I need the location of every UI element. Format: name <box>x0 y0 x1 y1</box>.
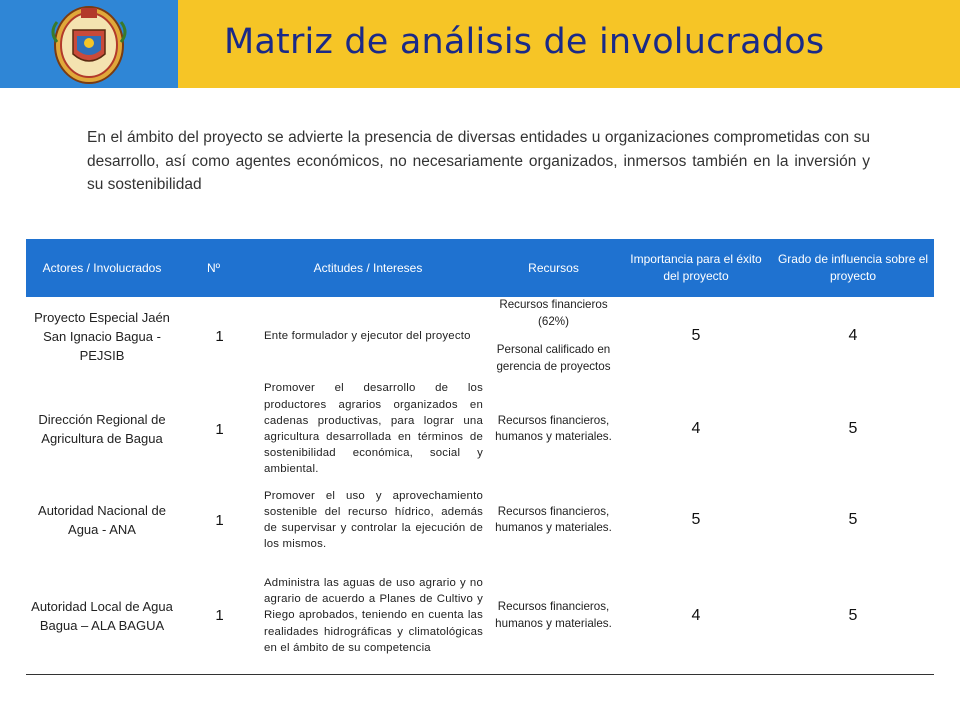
attitude-cell: Promover el uso y aprovechamiento sostenible del recurso hídrico, además de supervisar y controlar la ejecución de los mismos. <box>264 489 483 551</box>
resources-cell <box>487 297 620 375</box>
actor-cell: Proyecto Especial Jaén San Ignacio Bagua - PEJSIB <box>34 309 170 363</box>
importance-cell: 5 <box>691 327 701 344</box>
number-cell: 1 <box>215 511 224 529</box>
column-header-resources: Recursos <box>528 260 579 275</box>
importance-cell: 4 <box>691 606 701 624</box>
logo-panel <box>0 0 178 88</box>
importance-cell: 5 <box>691 511 701 528</box>
column-header-importance: Importancia para el éxito del proyecto <box>630 252 762 283</box>
influence-cell: 5 <box>848 511 858 528</box>
resources-cell: Recursos financieros, humanos y materiales. <box>495 600 612 630</box>
importance-cell: 4 <box>691 420 701 437</box>
influence-cell: 4 <box>848 327 858 344</box>
column-header-attitudes: Actitudes / Intereses <box>313 260 423 275</box>
university-crest-icon <box>43 2 135 86</box>
resources-line: Personal calificado en gerencia de proyectos <box>496 343 611 373</box>
actor-cell: Dirección Regional de Agricultura de Bagua <box>38 412 166 446</box>
actor-cell: Autoridad Nacional de Agua - ANA <box>38 503 166 537</box>
table-header-row <box>26 239 934 297</box>
table-row <box>26 483 934 557</box>
column-header-actors: Actores / Involucrados <box>42 260 162 275</box>
page-title: Matriz de análisis de involucrados <box>224 22 825 62</box>
table-row <box>26 557 934 674</box>
actor-cell: Autoridad Local de Agua Bagua – ALA BAGUA <box>31 598 173 633</box>
resources-cell: Recursos financieros, humanos y materiales. <box>495 504 612 534</box>
stakeholder-table <box>26 239 934 675</box>
number-cell: 1 <box>215 327 224 345</box>
header-bar <box>0 0 960 88</box>
table-row <box>26 297 934 375</box>
intro-paragraph: En el ámbito del proyecto se advierte la presencia de diversas entidades u organizaciones comprometidas con su desarrollo, así como agentes económicos, no necesariamente organizados, inmersos también en la inversión y su sostenibilidad <box>87 129 870 193</box>
influence-cell: 5 <box>848 606 858 624</box>
attitude-cell: Administra las aguas de uso agrario y no agrario de acuerdo a Planes de Cultivo y Riego aprobados, teniendo en cuenta las realidades hidrográficas y climatológicas en el ámbito de su competencia <box>264 576 483 654</box>
resources-cell: Recursos financieros, humanos y materiales. <box>495 413 612 443</box>
column-header-number: Nº <box>206 260 221 275</box>
attitude-cell: Promover el desarrollo de los productores agrarios organizados en cadenas productivas, para lograr una agricultura desarrollada en términos de sostenibilidad económica, social y ambiental. <box>264 382 483 476</box>
number-cell: 1 <box>215 607 224 624</box>
number-cell: 1 <box>215 420 224 438</box>
attitude-cell: Ente formulador y ejecutor del proyecto <box>264 329 471 342</box>
column-header-influence: Grado de influencia sobre el proyecto <box>777 252 929 283</box>
table-row <box>26 375 934 483</box>
resources-line: Recursos financieros (62%) <box>499 298 608 328</box>
influence-cell: 5 <box>848 420 858 437</box>
